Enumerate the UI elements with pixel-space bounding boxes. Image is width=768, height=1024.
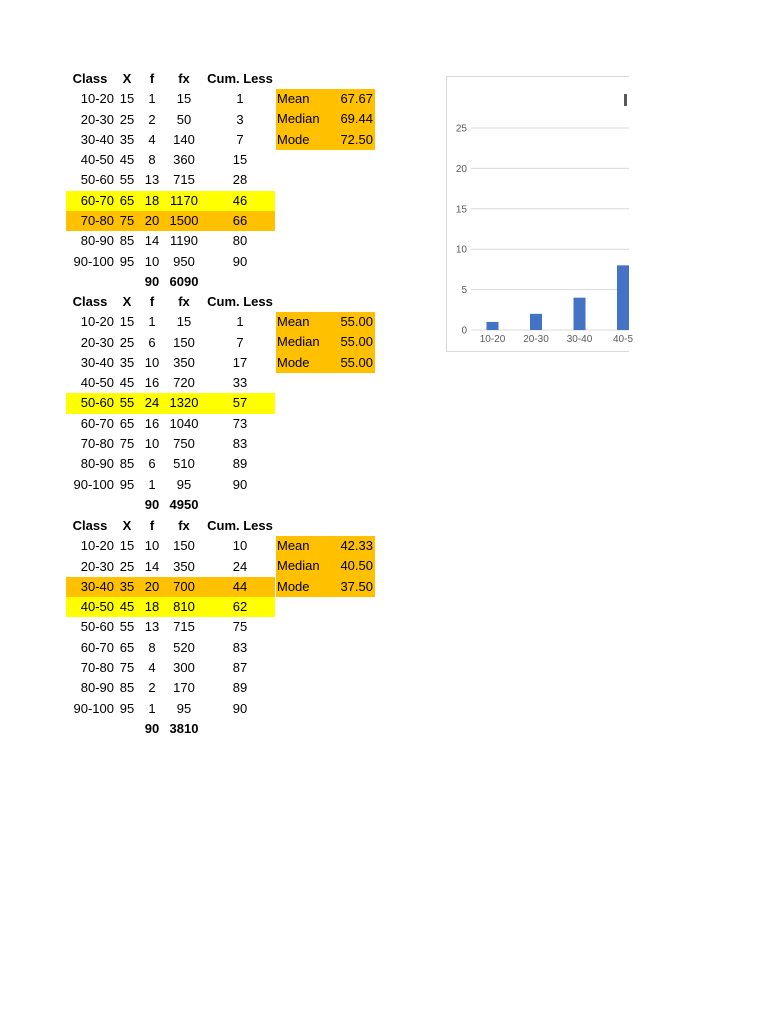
cell-cum-less[interactable]: 28: [232, 172, 248, 188]
cell-class[interactable]: 10-20: [80, 538, 114, 554]
cell-fx[interactable]: 95: [176, 700, 192, 716]
cell-class[interactable]: 30-40: [80, 354, 114, 370]
cell-x[interactable]: 15: [119, 91, 135, 107]
cell-class[interactable]: 40-50: [80, 375, 114, 391]
cell-cum-less[interactable]: 44: [232, 578, 248, 594]
table-row: [66, 150, 386, 170]
cell-cum-less[interactable]: 83: [232, 436, 248, 452]
cell-x[interactable]: 55: [119, 619, 135, 635]
header-f[interactable]: f: [149, 71, 155, 86]
cell-fx[interactable]: 15: [176, 91, 192, 107]
cell-f[interactable]: 13: [144, 619, 160, 635]
stat-value: 69.44: [340, 111, 373, 127]
stat-label: Mean: [277, 538, 310, 553]
y-tick-label: 15: [455, 204, 467, 216]
cell-f[interactable]: 6: [148, 456, 156, 472]
y-tick-label: 25: [455, 123, 467, 135]
cell-x[interactable]: 95: [119, 476, 135, 492]
stat-value: 42.33: [340, 538, 373, 553]
cell-f[interactable]: 24: [144, 395, 160, 411]
cell-class[interactable]: 10-20: [80, 314, 114, 330]
cell-f[interactable]: 1: [148, 476, 156, 492]
cell-class[interactable]: 70-80: [80, 660, 114, 676]
header-cum-less[interactable]: Cum. Less: [207, 518, 273, 533]
x-tick-label: 20-30: [523, 334, 549, 345]
cell-f[interactable]: 4: [148, 131, 156, 147]
frequency-chart[interactable]: [446, 76, 634, 352]
cell-class[interactable]: 20-30: [80, 558, 114, 574]
cell-class[interactable]: 70-80: [80, 436, 114, 452]
cell-cum-less[interactable]: 75: [232, 619, 248, 635]
x-tick-label: 40-5: [612, 334, 634, 345]
cell-class[interactable]: 10-20: [80, 91, 114, 107]
cell-x[interactable]: 65: [119, 415, 135, 431]
cell-f[interactable]: 8: [148, 639, 156, 655]
table-row: [66, 597, 386, 617]
cell-cum-less[interactable]: 62: [232, 599, 248, 615]
stat-value: 37.50: [340, 578, 373, 594]
totals-row: [66, 719, 386, 739]
cell-x[interactable]: 35: [119, 131, 135, 147]
cell-cum-less[interactable]: 66: [232, 213, 248, 229]
cell-cum-less[interactable]: 80: [232, 233, 248, 249]
table-row: [66, 393, 386, 413]
cell-f[interactable]: 14: [144, 233, 160, 249]
table-row: [66, 191, 386, 211]
cell-x[interactable]: 45: [119, 152, 135, 168]
header-class[interactable]: Class: [72, 294, 108, 309]
cell-class[interactable]: 80-90: [80, 456, 114, 472]
stat-mean[interactable]: [276, 536, 375, 556]
cell-class[interactable]: 80-90: [80, 680, 114, 696]
cell-class[interactable]: 40-50: [80, 152, 114, 168]
table-row: [66, 617, 386, 637]
cell-f[interactable]: 14: [144, 558, 160, 574]
table-row: [66, 414, 386, 434]
stat-label: Mode: [277, 578, 310, 594]
stat-mean[interactable]: [276, 312, 375, 332]
header-cum-less[interactable]: Cum. Less: [207, 71, 273, 86]
cell-x[interactable]: 85: [119, 680, 135, 696]
cell-x[interactable]: 15: [119, 314, 135, 330]
header-fx[interactable]: fx: [178, 71, 190, 86]
cell-fx[interactable]: 510: [173, 456, 195, 472]
cell-f[interactable]: 18: [144, 192, 160, 208]
cell-class[interactable]: 50-60: [80, 395, 114, 411]
cell-fx[interactable]: 750: [173, 436, 195, 452]
stat-median[interactable]: [276, 332, 375, 352]
cell-cum-less[interactable]: 33: [232, 375, 248, 391]
total-f[interactable]: 90: [144, 496, 160, 512]
cell-x[interactable]: 25: [119, 558, 135, 574]
header-class[interactable]: Class: [72, 71, 108, 86]
cell-class[interactable]: 60-70: [80, 192, 114, 208]
y-tick-label: 0: [461, 325, 467, 337]
cell-x[interactable]: 35: [119, 578, 135, 594]
table-header-row: [66, 516, 386, 536]
header-x[interactable]: X: [122, 71, 132, 86]
cell-class[interactable]: 50-60: [80, 619, 114, 635]
cell-fx[interactable]: 360: [173, 152, 195, 168]
cell-x[interactable]: 15: [119, 538, 135, 554]
bar-20-30[interactable]: [530, 314, 542, 330]
cell-f[interactable]: 10: [144, 354, 160, 370]
cell-class[interactable]: 50-60: [80, 172, 114, 188]
table-row: [66, 170, 386, 190]
header-fx[interactable]: fx: [178, 294, 190, 309]
table-row: [66, 454, 386, 474]
cell-fx[interactable]: 720: [173, 375, 195, 391]
table-header-row: [66, 69, 386, 89]
cell-class[interactable]: 60-70: [80, 415, 114, 431]
cell-x[interactable]: 65: [119, 192, 135, 208]
cell-cum-less[interactable]: 89: [232, 456, 248, 472]
cell-cum-less[interactable]: 83: [232, 639, 248, 655]
table-row: [66, 638, 386, 658]
cell-x[interactable]: 65: [119, 639, 135, 655]
x-tick-label: 30-40: [566, 334, 593, 345]
header-x[interactable]: X: [122, 294, 132, 309]
frequency-table-3: [66, 516, 386, 739]
stat-label: Mean: [277, 91, 310, 106]
cell-x[interactable]: 25: [119, 111, 135, 127]
cell-fx[interactable]: 715: [173, 172, 195, 188]
cell-class[interactable]: 90-100: [73, 700, 114, 716]
stat-label: Mode: [277, 131, 310, 147]
cell-fx[interactable]: 1500: [169, 213, 199, 229]
cell-class[interactable]: 40-50: [80, 599, 114, 615]
cell-fx[interactable]: 140: [173, 131, 195, 147]
stat-mode[interactable]: [276, 353, 375, 373]
cell-f[interactable]: 16: [144, 415, 160, 431]
totals-row: [66, 272, 386, 292]
bar-30-40[interactable]: [574, 298, 586, 330]
stat-label: Mode: [277, 354, 310, 370]
table-header-row: [66, 292, 386, 312]
table-row: [66, 678, 386, 698]
stat-label: Median: [277, 111, 320, 127]
statistics-box: [276, 536, 375, 597]
cell-f[interactable]: 1: [148, 700, 156, 716]
y-tick-label: 10: [455, 244, 467, 256]
y-tick-label: 5: [461, 285, 467, 297]
stat-label: Median: [277, 558, 320, 574]
table-row: [66, 434, 386, 454]
stat-mode[interactable]: [276, 577, 375, 597]
frequency-table-2: [66, 292, 386, 515]
cell-cum-less[interactable]: 90: [232, 476, 248, 492]
stat-value: 55.00: [340, 314, 373, 329]
cell-f[interactable]: 16: [144, 375, 160, 391]
cell-cum-less[interactable]: 87: [232, 660, 248, 676]
bar-10-20[interactable]: [487, 322, 499, 330]
cell-fx[interactable]: 520: [173, 639, 195, 655]
cell-f[interactable]: 18: [144, 599, 160, 615]
cell-fx[interactable]: 50: [176, 111, 192, 127]
cell-f[interactable]: 1: [148, 314, 156, 330]
header-cum-less[interactable]: Cum. Less: [207, 294, 273, 309]
cell-fx[interactable]: 350: [173, 354, 195, 370]
total-fx[interactable]: 3810: [169, 720, 199, 736]
header-x[interactable]: X: [122, 518, 132, 533]
cell-x[interactable]: 95: [119, 253, 135, 269]
stat-value: 55.00: [340, 334, 373, 350]
table-row: [66, 373, 386, 393]
cell-x[interactable]: 55: [119, 395, 135, 411]
table-row: [66, 211, 386, 231]
cell-fx[interactable]: 1040: [169, 415, 199, 431]
cell-cum-less[interactable]: 10: [232, 538, 248, 554]
stat-mean[interactable]: [276, 89, 375, 109]
cell-cum-less[interactable]: 7: [236, 131, 244, 147]
cell-f[interactable]: 10: [144, 436, 160, 452]
cell-fx[interactable]: 150: [173, 538, 195, 554]
cell-x[interactable]: 85: [119, 233, 135, 249]
stat-value: 40.50: [340, 558, 373, 574]
cell-fx[interactable]: 715: [173, 619, 195, 635]
x-tick-label: 10-20: [479, 334, 506, 345]
cell-f[interactable]: 20: [144, 213, 160, 229]
stat-mode[interactable]: [276, 130, 375, 150]
cell-x[interactable]: 55: [119, 172, 135, 188]
cell-class[interactable]: 20-30: [80, 334, 114, 350]
cell-f[interactable]: 10: [144, 538, 160, 554]
cell-f[interactable]: 6: [148, 334, 156, 350]
stat-value: 55.00: [340, 354, 373, 370]
stat-label: Mean: [277, 314, 310, 329]
cell-class[interactable]: 90-100: [73, 476, 114, 492]
cell-f[interactable]: 2: [148, 111, 156, 127]
cell-x[interactable]: 85: [119, 456, 135, 472]
total-fx[interactable]: 6090: [169, 273, 199, 289]
cell-fx[interactable]: 300: [173, 660, 195, 676]
cell-cum-less[interactable]: 73: [232, 415, 248, 431]
cell-x[interactable]: 95: [119, 700, 135, 716]
cell-cum-less[interactable]: 17: [232, 354, 248, 370]
cell-f[interactable]: 13: [144, 172, 160, 188]
cell-x[interactable]: 75: [119, 213, 135, 229]
cell-cum-less[interactable]: 24: [232, 558, 248, 574]
cell-fx[interactable]: 810: [173, 599, 195, 615]
stat-median[interactable]: [276, 109, 375, 129]
cell-class[interactable]: 80-90: [80, 233, 114, 249]
header-fx[interactable]: fx: [178, 518, 190, 533]
totals-row: [66, 495, 386, 515]
cell-class[interactable]: 60-70: [80, 639, 114, 655]
cell-fx[interactable]: 1320: [169, 395, 199, 411]
cell-f[interactable]: 1: [148, 91, 156, 107]
cell-x[interactable]: 45: [119, 599, 135, 615]
cell-fx[interactable]: 150: [173, 334, 195, 350]
bar-40-50[interactable]: [617, 265, 629, 330]
cell-fx[interactable]: 700: [173, 578, 195, 594]
stat-value: 72.50: [340, 131, 373, 147]
table-row: [66, 658, 386, 678]
cell-cum-less[interactable]: 3: [236, 111, 244, 127]
table-row: [66, 231, 386, 251]
chart-title-fragment: [624, 94, 627, 106]
stat-median[interactable]: [276, 556, 375, 576]
cell-class[interactable]: 90-100: [73, 253, 114, 269]
cell-fx[interactable]: 350: [173, 558, 195, 574]
cell-fx[interactable]: 950: [173, 253, 195, 269]
cell-cum-less[interactable]: 89: [232, 680, 248, 696]
table-row: [66, 252, 386, 272]
cell-x[interactable]: 75: [119, 436, 135, 452]
cell-fx[interactable]: 95: [176, 476, 192, 492]
statistics-box: [276, 312, 375, 373]
header-f[interactable]: f: [149, 294, 155, 309]
cell-f[interactable]: 10: [144, 253, 160, 269]
header-class[interactable]: Class: [72, 518, 108, 533]
cell-fx[interactable]: 1170: [170, 192, 198, 208]
cell-class[interactable]: 70-80: [80, 213, 114, 229]
cell-fx[interactable]: 170: [173, 680, 195, 696]
cell-f[interactable]: 20: [144, 578, 160, 594]
cell-cum-less[interactable]: 57: [232, 395, 248, 411]
cell-cum-less[interactable]: 90: [232, 253, 248, 269]
cell-x[interactable]: 35: [119, 354, 135, 370]
cell-f[interactable]: 4: [148, 660, 156, 676]
cell-x[interactable]: 45: [119, 375, 135, 391]
cell-f[interactable]: 2: [148, 680, 156, 696]
cell-class[interactable]: 30-40: [80, 578, 114, 594]
chart-canvas: [447, 77, 634, 351]
cell-fx[interactable]: 1190: [170, 233, 198, 249]
total-f[interactable]: 90: [144, 720, 160, 736]
cell-x[interactable]: 25: [119, 334, 135, 350]
cell-class[interactable]: 30-40: [80, 131, 114, 147]
cell-cum-less[interactable]: 15: [232, 152, 248, 168]
cell-cum-less[interactable]: 7: [236, 334, 244, 350]
total-fx[interactable]: 4950: [169, 496, 199, 512]
table-row: [66, 699, 386, 719]
cell-cum-less[interactable]: 46: [232, 192, 248, 208]
stat-label: Median: [277, 334, 320, 350]
cell-cum-less[interactable]: 1: [236, 314, 244, 330]
statistics-box: [276, 89, 375, 150]
cell-cum-less[interactable]: 1: [236, 91, 244, 107]
frequency-table-1: [66, 69, 386, 292]
stat-value: 67.67: [340, 91, 373, 106]
cell-class[interactable]: 20-30: [80, 111, 114, 127]
cell-fx[interactable]: 15: [176, 314, 192, 330]
total-f[interactable]: 90: [144, 273, 160, 289]
cell-f[interactable]: 8: [148, 152, 156, 168]
header-f[interactable]: f: [149, 518, 155, 533]
table-row: [66, 475, 386, 495]
cell-x[interactable]: 75: [119, 660, 135, 676]
cell-cum-less[interactable]: 90: [232, 700, 248, 716]
y-tick-label: 20: [455, 163, 467, 175]
